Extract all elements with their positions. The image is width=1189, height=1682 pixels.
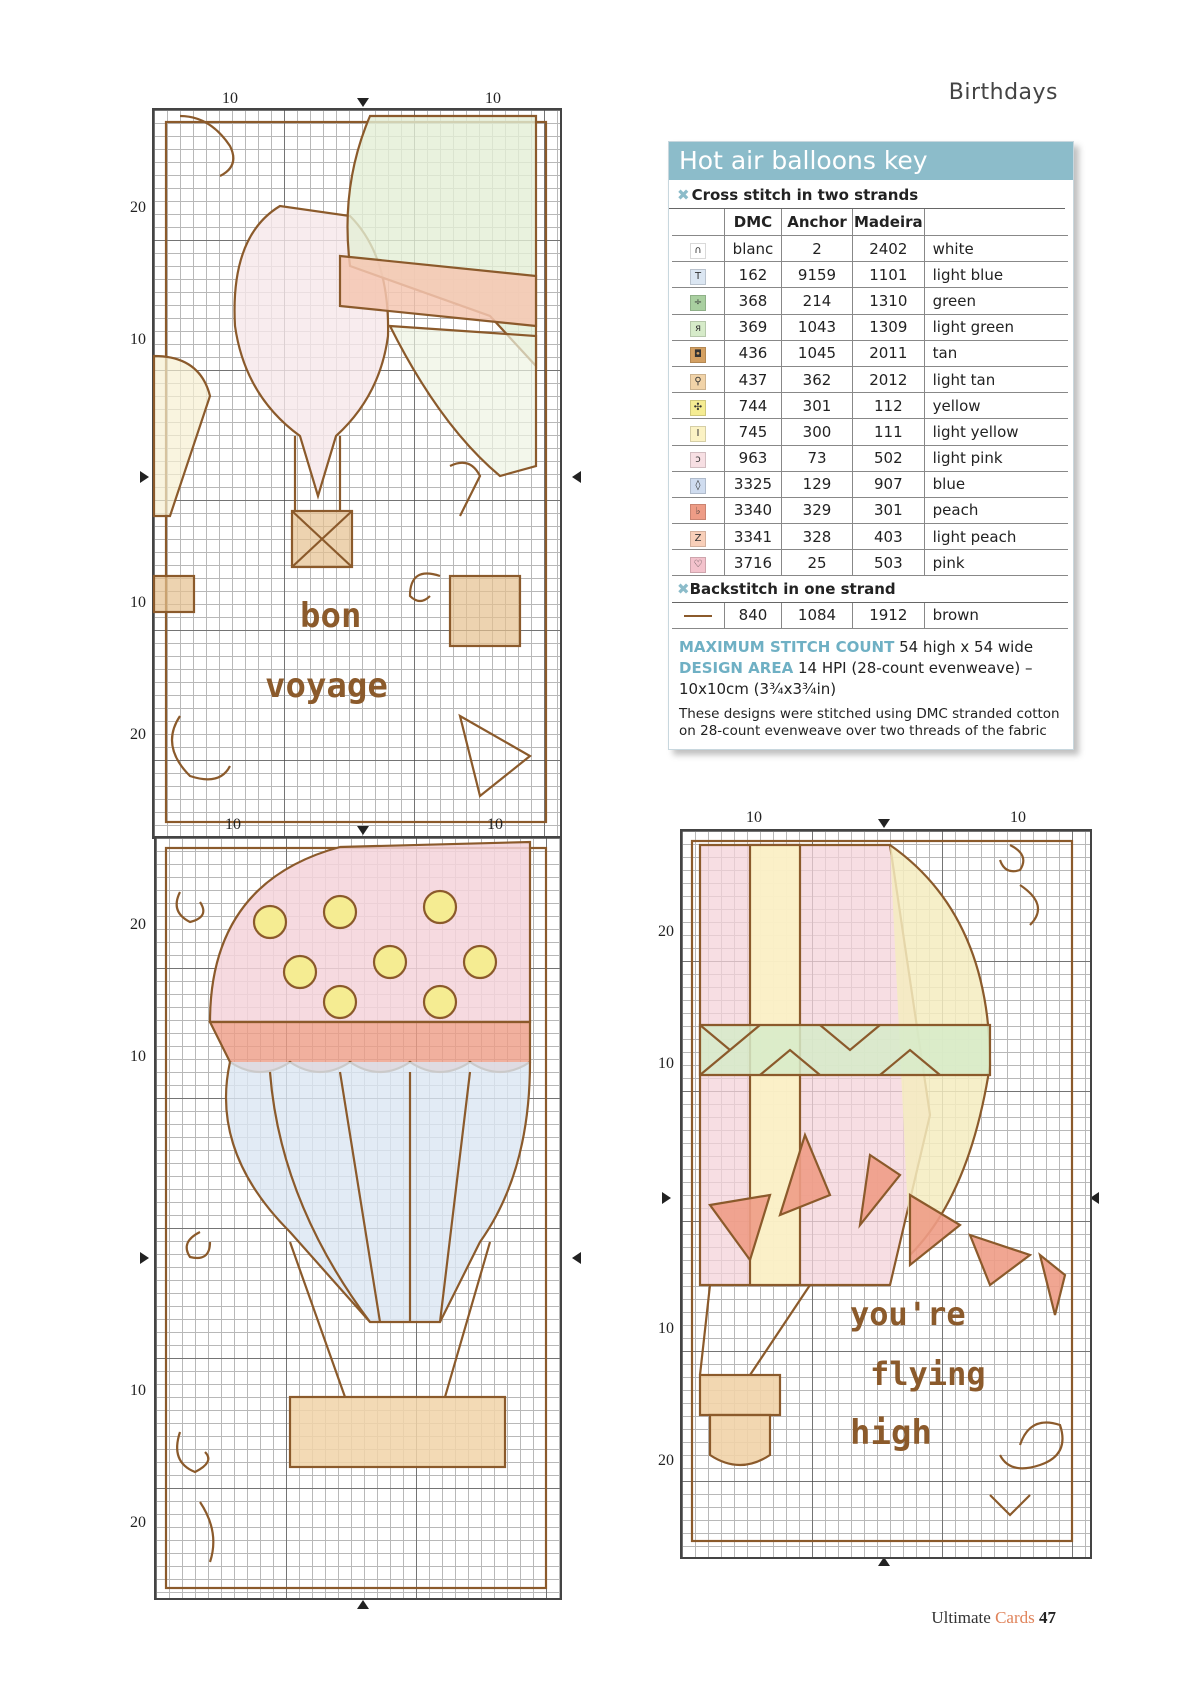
symbol-swatch-icon: ◘	[690, 347, 706, 363]
backstitch-line-icon	[672, 602, 725, 628]
side-number: 10	[130, 594, 146, 611]
table-row: I 745 300 111 light yellow	[672, 419, 1068, 445]
table-row: ◊ 3325 129 907 blue	[672, 471, 1068, 497]
key-title: Hot air balloons key	[669, 142, 1073, 180]
column-header: Anchor	[782, 209, 853, 236]
top-number-right: 10	[1010, 809, 1026, 826]
table-row: ♭ 3340 329 301 peach	[672, 497, 1068, 523]
symbol-swatch-icon: T	[690, 269, 706, 285]
side-number: 20	[130, 199, 146, 216]
side-number: 10	[130, 1048, 146, 1065]
top-number-right: 10	[487, 816, 503, 833]
symbol-swatch-icon: ♭	[690, 504, 706, 520]
table-row: ⚲ 437 362 2012 light tan	[672, 366, 1068, 392]
center-arrow-right	[572, 471, 581, 483]
cross-stitch-heading: ✖ Cross stitch in two strands	[669, 180, 1065, 209]
top-number-left: 10	[225, 816, 241, 833]
chart-word-voyage: voyage	[265, 666, 388, 706]
side-number: 20	[130, 916, 146, 933]
symbol-swatch-icon: ÷	[690, 295, 706, 311]
chart-word-youre: you're	[850, 1295, 966, 1333]
chart-striped-balloon	[130, 816, 570, 1612]
balloon-artwork	[670, 815, 1100, 1571]
symbol-swatch-icon: ✣	[690, 400, 706, 416]
table-row: ÷ 368 214 1310 green	[672, 288, 1068, 314]
table-row: я 369 1043 1309 light green	[672, 314, 1068, 340]
side-number: 10	[130, 1382, 146, 1399]
table-row: T 162 9159 1101 light blue	[672, 262, 1068, 288]
top-number-right: 10	[485, 90, 501, 107]
page-footer: Ultimate Cards 47	[931, 1608, 1056, 1627]
thread-table	[672, 209, 1068, 629]
table-row: Z 3341 328 403 light peach	[672, 524, 1068, 550]
key-panel	[668, 141, 1074, 750]
symbol-swatch-icon: Z	[690, 531, 706, 547]
symbol-swatch-icon: ↄ	[690, 452, 706, 468]
side-number: 10	[658, 1055, 674, 1072]
side-number: 20	[130, 726, 146, 743]
symbol-swatch-icon: I	[690, 426, 706, 442]
table-row: ∩ blanc 2 2402 white	[672, 236, 1068, 262]
chart-word-high: high	[850, 1413, 932, 1453]
backstitch-heading: ✖Backstitch in one strand	[672, 576, 1068, 602]
table-row: ♡ 3716 25 503 pink	[672, 550, 1068, 576]
stitching-note: These designs were stitched using DMC stranded cotton on 28-count evenweave over two threads of the fabric	[679, 705, 1060, 739]
needle-icon: ✖	[677, 186, 690, 204]
top-number-left: 10	[222, 90, 238, 107]
table-row: ↄ 963 73 502 light pink	[672, 445, 1068, 471]
symbol-swatch-icon: ∩	[690, 243, 706, 259]
symbol-swatch-icon: ⚲	[690, 374, 706, 390]
column-header: DMC	[725, 209, 782, 236]
table-row: 840 1084 1912 brown	[672, 602, 1068, 628]
symbol-swatch-icon: ♡	[690, 557, 706, 573]
side-number: 20	[658, 1452, 674, 1469]
side-number: 10	[658, 1320, 674, 1337]
balloon-artwork	[140, 96, 570, 846]
section-title: Birthdays	[948, 80, 1058, 105]
table-header-row	[672, 209, 1068, 236]
needle-icon: ✖	[677, 580, 690, 599]
side-number: 20	[658, 923, 674, 940]
table-row: ✣ 744 301 112 yellow	[672, 393, 1068, 419]
chart-word-flying: flying	[870, 1355, 986, 1393]
chart-flying-high	[658, 809, 1100, 1571]
chart-word-bon: bon	[300, 596, 362, 636]
chart-bon-voyage	[130, 90, 570, 846]
balloon-artwork	[140, 822, 570, 1612]
symbol-swatch-icon: ◊	[690, 478, 706, 494]
side-number: 10	[130, 331, 146, 348]
table-row: ◘ 436 1045 2011 tan	[672, 340, 1068, 366]
column-header: Madeira	[853, 209, 925, 236]
center-arrow-right	[572, 1252, 581, 1264]
symbol-swatch-icon: я	[690, 321, 706, 337]
page-number: 47	[1039, 1608, 1056, 1627]
side-number: 20	[130, 1514, 146, 1531]
top-number-left: 10	[746, 809, 762, 826]
stitch-count-info: MAXIMUM STITCH COUNT 54 high x 54 wide DESIGN AREA 14 HPI (28-count evenweave) – 10x10cm (3¾x3¾in)	[679, 637, 1034, 698]
